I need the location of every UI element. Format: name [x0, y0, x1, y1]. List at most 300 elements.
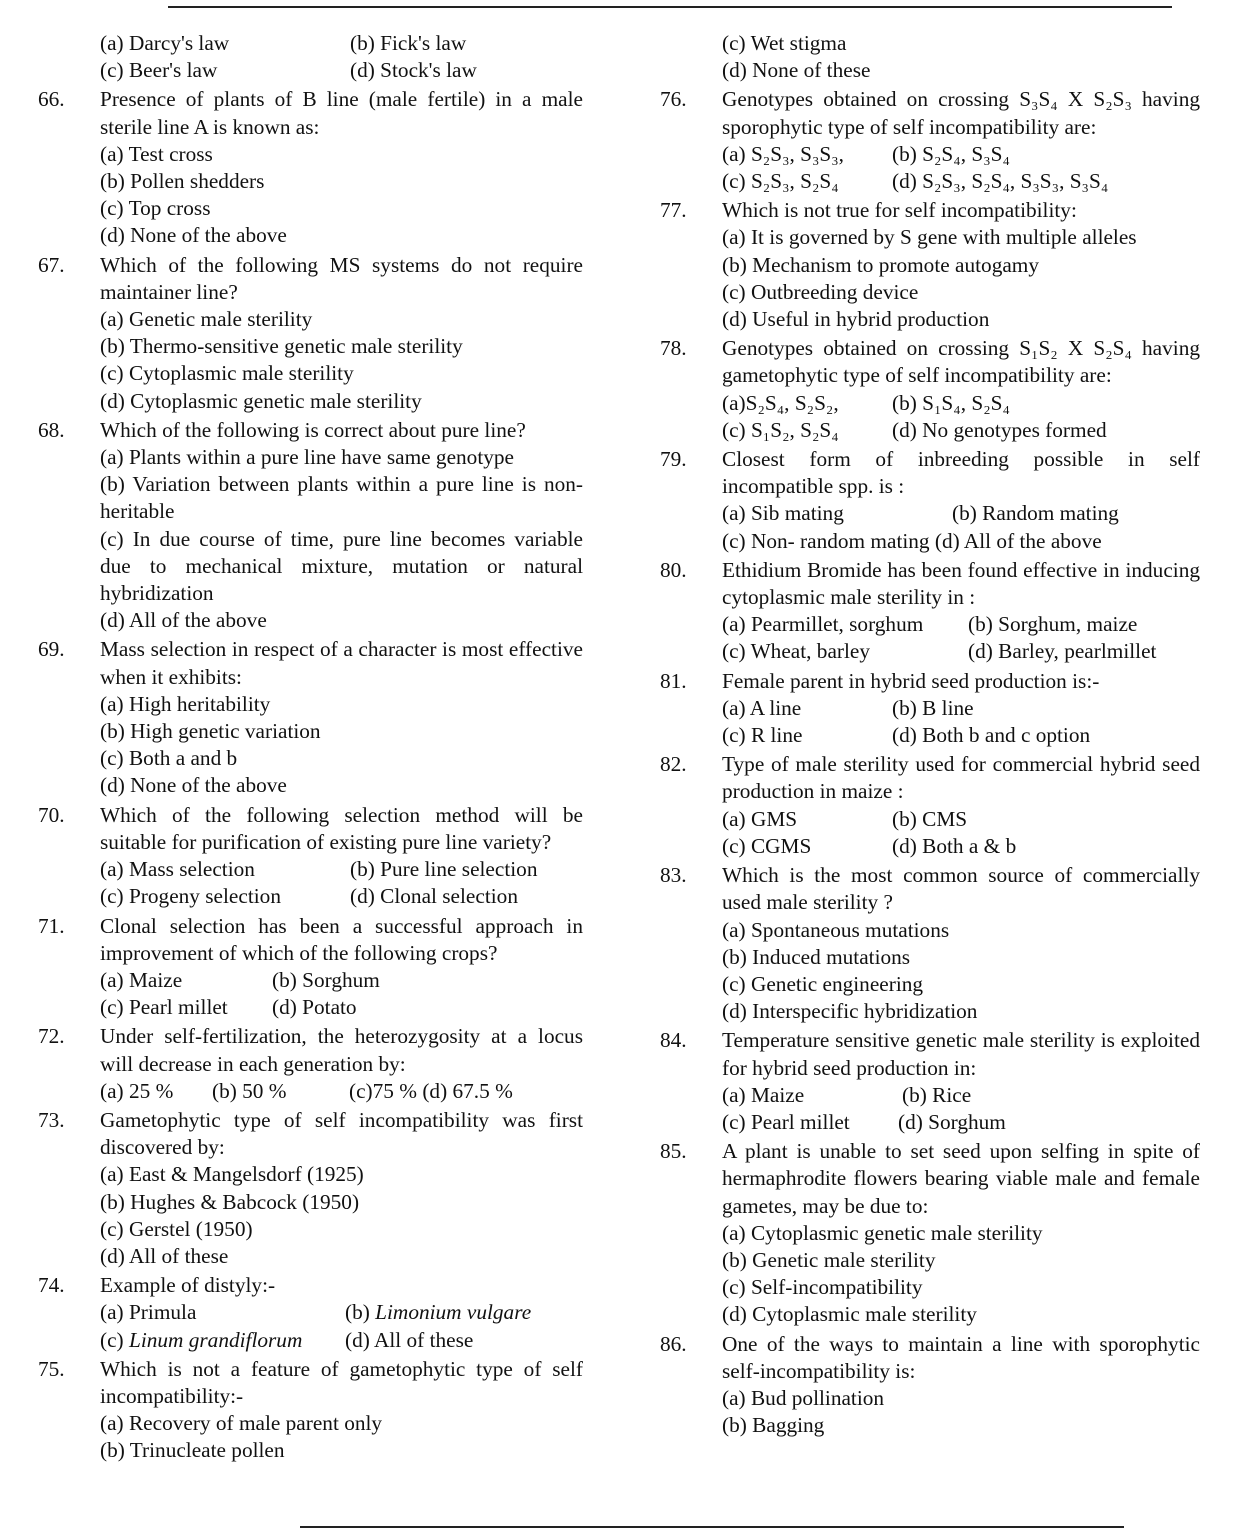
question-body	[722, 557, 1200, 666]
option-text: (a) Cytoplasmic genetic male sterility	[722, 1220, 1043, 1245]
option	[722, 722, 892, 749]
option	[892, 833, 1016, 860]
question-number: 79.	[660, 447, 687, 472]
option-row	[722, 252, 1200, 279]
question-body	[100, 417, 583, 635]
option-text: (c) S₁S₂, S₂S₄	[722, 417, 839, 442]
option	[100, 1243, 228, 1270]
question-number: 73.	[38, 1107, 65, 1132]
option-row	[722, 141, 1200, 168]
question-body	[100, 913, 583, 1022]
option-text: (a) 25 %	[100, 1078, 174, 1103]
option-row	[100, 1243, 583, 1270]
option	[722, 500, 952, 527]
option-text: (a) Pearmillet, sorghum	[722, 612, 924, 637]
question-text: Presence of plants of B line (male fertile) in a male sterile line A is known as:	[100, 87, 583, 139]
question-body	[722, 86, 1200, 195]
option	[892, 806, 967, 833]
option-text: (d) Stock's law	[350, 58, 477, 83]
question-text: Which is not a feature of gametophytic type of self incompatibility:-	[100, 1356, 583, 1408]
question-body	[100, 1023, 583, 1105]
question-block	[660, 30, 1200, 84]
question-body	[100, 1107, 583, 1270]
option-row	[722, 1109, 1200, 1136]
option	[100, 1410, 382, 1437]
question-body	[722, 30, 1200, 84]
option	[345, 1299, 531, 1326]
option-text: (d) Interspecific hybridization	[722, 999, 978, 1024]
option-row	[100, 856, 583, 883]
option	[349, 1078, 513, 1105]
option-row	[100, 691, 583, 718]
option-row	[722, 722, 1200, 749]
option-row	[100, 306, 583, 333]
question-text: Ethidium Bromide has been found effective in inducing cytoplasmic male sterility in :	[722, 557, 1200, 610]
option-row	[100, 1299, 583, 1326]
question-body	[722, 1027, 1200, 1136]
question-number: 66.	[38, 87, 65, 112]
question-block	[660, 1138, 1200, 1328]
option-text: (c)75 % (d) 67.5 %	[349, 1078, 513, 1103]
question-block	[38, 417, 583, 635]
question-block	[660, 751, 1200, 860]
option-row	[100, 333, 583, 360]
option-text: (c) In due course of time, pure line becomes variable due to mechanical mixture, mutation or natural hybridization	[100, 526, 583, 606]
option	[350, 883, 518, 910]
option-row	[100, 1437, 583, 1464]
option-row	[100, 994, 583, 1021]
option-text: (d) All of these	[100, 1243, 229, 1268]
option	[722, 390, 892, 417]
question-number: 70.	[38, 802, 65, 827]
option-row	[722, 306, 1200, 333]
option-row	[100, 607, 583, 634]
option-row	[100, 772, 583, 799]
option-text: (a) Bud pollination	[722, 1385, 885, 1410]
option-text: (d) Barley, pearlmillet	[968, 639, 1157, 664]
option-text: (d) Both a & b	[892, 833, 1017, 858]
option-text: (a) Primula	[100, 1300, 197, 1325]
option	[722, 917, 949, 944]
question-number: 76.	[660, 87, 687, 112]
option-text: (d) Both b and c option	[892, 723, 1091, 748]
option	[100, 1216, 253, 1243]
option	[100, 57, 350, 84]
option	[100, 1437, 285, 1464]
option-row	[722, 806, 1200, 833]
question-text: Which of the following is correct about pure line?	[100, 417, 526, 442]
question-block	[38, 86, 583, 249]
question-number: 77.	[660, 198, 687, 223]
option	[892, 417, 1107, 444]
question-body	[722, 197, 1200, 333]
option-text: (c) Progeny selection	[100, 884, 281, 909]
question-body	[100, 1356, 583, 1465]
option-text: (c) Wet stigma	[722, 31, 847, 55]
option	[722, 944, 910, 971]
option-text: (c) Gerstel (1950)	[100, 1216, 253, 1241]
option-text: (c) Pearl millet	[722, 1109, 850, 1134]
option	[272, 967, 380, 994]
option-row	[722, 279, 1200, 306]
question-text: Which of the following MS systems do not require maintainer line?	[100, 252, 583, 304]
option-text: (d) All of these	[345, 1327, 474, 1352]
option-text: (d) Clonal selection	[350, 884, 518, 909]
option	[722, 306, 989, 333]
option-row	[722, 695, 1200, 722]
option-text: (d) Sorghum	[898, 1109, 1006, 1134]
question-number: 80.	[660, 557, 687, 582]
option	[722, 806, 892, 833]
question-number: 75.	[38, 1356, 65, 1381]
question-block	[660, 1027, 1200, 1136]
question-number: 68.	[38, 417, 65, 442]
spacer	[660, 1439, 1200, 1441]
question-body	[722, 1331, 1200, 1440]
option	[100, 1299, 345, 1326]
option-text: (d) All of the above	[100, 608, 267, 633]
option-italic-text: Linum grandiflorum	[128, 1327, 303, 1352]
option-text: (b) Variation between plants within a pure line is non-heritable	[100, 472, 583, 524]
option-text: (c) R line	[722, 723, 803, 748]
question-block	[38, 1107, 583, 1270]
option-text: (d) None of the above	[100, 223, 287, 248]
option	[100, 168, 264, 195]
question-body	[722, 446, 1200, 555]
question-block	[38, 1272, 583, 1354]
option	[722, 833, 892, 860]
option	[345, 1327, 473, 1354]
option	[100, 1189, 359, 1216]
option	[100, 994, 272, 1021]
option-text: (c) Beer's law	[100, 58, 218, 83]
option-label: (b)	[345, 1300, 376, 1325]
question-text: Clonal selection has been a successful approach in improvement of which of the following crops?	[100, 913, 583, 965]
option-text: (b) 50 %	[212, 1078, 287, 1103]
option-row	[100, 745, 583, 772]
option-text: (d) Useful in hybrid production	[722, 307, 990, 332]
option	[722, 279, 918, 306]
question-text: Genotypes obtained on crossing S₁S₂ X S₂S₄ having gametophytic type of self incompatibility are:	[722, 336, 1200, 388]
option-text: (b) Trinucleate pollen	[100, 1438, 285, 1463]
option-row	[100, 1410, 583, 1437]
option	[100, 1327, 345, 1354]
question-number: 86.	[660, 1331, 687, 1356]
option	[722, 1082, 902, 1109]
question-text: Temperature sensitive genetic male sterility is exploited for hybrid seed production in:	[722, 1028, 1200, 1080]
option	[722, 168, 892, 195]
question-block	[660, 557, 1200, 666]
question-text: Which is the most common source of commercially used male sterility ?	[722, 863, 1200, 915]
option	[100, 745, 237, 772]
option-row	[722, 611, 1200, 638]
option-text: (b) Fick's law	[350, 31, 467, 55]
question-body	[100, 636, 583, 799]
option-row	[100, 30, 583, 57]
option-text: (c) Both a and b	[100, 746, 238, 771]
option-row	[722, 1247, 1200, 1274]
top-rule	[168, 6, 1172, 8]
option-row	[722, 971, 1200, 998]
option-row	[722, 1412, 1200, 1439]
question-body	[722, 1138, 1200, 1328]
option-text: (a) Genetic male sterility	[100, 307, 313, 332]
option	[722, 638, 968, 665]
option	[100, 141, 213, 168]
option	[722, 1109, 898, 1136]
question-block	[38, 252, 583, 415]
option-row	[100, 1161, 583, 1188]
question-block	[660, 668, 1200, 750]
question-text: Genotypes obtained on crossing S₃S₄ X S₂S₃ having sporophytic type of self incompatibility are:	[722, 87, 1200, 139]
option-text: (d) None of these	[722, 58, 871, 83]
question-block	[660, 197, 1200, 333]
option-row	[722, 833, 1200, 860]
option	[350, 57, 477, 84]
option	[100, 1161, 364, 1188]
option	[722, 1385, 884, 1412]
question-block	[38, 913, 583, 1022]
option-text: (a)S₂S₄, S₂S₂,	[722, 390, 839, 415]
question-number: 78.	[660, 336, 687, 361]
option	[100, 195, 211, 222]
right-column	[660, 30, 1200, 1441]
option-text: (d) Potato	[272, 995, 357, 1020]
option-row	[100, 1327, 583, 1354]
option	[272, 994, 357, 1021]
question-text: Gametophytic type of self incompatibility was first discovered by:	[100, 1107, 583, 1160]
option	[968, 611, 1137, 638]
option-text: (b) Random mating	[952, 501, 1119, 526]
option-text: (c) Outbreeding device	[722, 279, 919, 304]
option-row	[722, 224, 1200, 251]
option-text: (d) No genotypes formed	[892, 417, 1107, 442]
option	[100, 856, 350, 883]
option	[892, 168, 1108, 195]
option-italic-text: Limonium vulgare	[375, 1300, 532, 1325]
option-text: (b) Mechanism to promote autogamy	[722, 252, 1040, 277]
question-block	[660, 335, 1200, 444]
option-row	[100, 360, 583, 387]
spacer	[38, 1465, 583, 1467]
option-row	[722, 30, 1200, 57]
option-text: (b) Rice	[902, 1082, 972, 1107]
option-row	[722, 1274, 1200, 1301]
question-block	[38, 30, 583, 84]
option	[100, 30, 350, 57]
option	[722, 252, 1039, 279]
question-number: 81.	[660, 668, 687, 693]
option-text: (b) Sorghum	[272, 967, 380, 992]
option-row	[100, 967, 583, 994]
option-text: (a) It is governed by S gene with multiple alleles	[722, 225, 1137, 250]
question-number: 82.	[660, 752, 687, 777]
option	[100, 222, 287, 249]
option-row	[722, 417, 1200, 444]
option-row	[722, 500, 1200, 527]
option	[892, 390, 1010, 417]
question-block	[38, 802, 583, 911]
option	[722, 695, 892, 722]
option-text: (a) Plants within a pure line have same genotype	[100, 445, 514, 470]
question-number	[38, 30, 100, 84]
option	[722, 141, 892, 168]
option-text: (c) Wheat, barley	[722, 639, 871, 664]
option	[100, 772, 287, 799]
option-text: (a) Mass selection	[100, 857, 255, 882]
question-number: 84.	[660, 1028, 687, 1053]
question-block	[38, 1356, 583, 1465]
option-text: (d) S₂S₃, S₂S₄, S₃S₃, S₃S₄	[892, 169, 1109, 194]
option-text: (d) Cytoplasmic male sterility	[722, 1302, 977, 1327]
option-text: (b) Hughes & Babcock (1950)	[100, 1189, 360, 1214]
option-row	[722, 1385, 1200, 1412]
option-text: (c) Cytoplasmic male sterility	[100, 361, 354, 386]
option	[350, 856, 537, 883]
option-row	[722, 168, 1200, 195]
option-text: (b) Pure line selection	[350, 857, 538, 882]
option-text: (a) GMS	[722, 806, 798, 831]
option-text: (a) Darcy's law	[100, 31, 230, 55]
question-text: Female parent in hybrid seed production is:-	[722, 668, 1100, 693]
option-row	[722, 998, 1200, 1025]
option-row	[722, 917, 1200, 944]
option-text: (b) Sorghum, maize	[968, 612, 1138, 637]
option-text: (b) Pollen shedders	[100, 169, 265, 194]
option	[100, 718, 321, 745]
option-text: (a) A line	[722, 695, 802, 720]
option-text: (b) S₂S₄, S₃S₄	[892, 141, 1010, 166]
option-text: (b) Induced mutations	[722, 944, 911, 969]
option	[722, 1274, 923, 1301]
option-row	[100, 388, 583, 415]
option	[722, 528, 1102, 555]
option-text: (b) S₁S₄, S₂S₄	[892, 390, 1010, 415]
question-number: 69.	[38, 637, 65, 662]
option	[722, 57, 870, 84]
question-block	[660, 446, 1200, 555]
option	[100, 967, 272, 994]
question-number: 72.	[38, 1024, 65, 1049]
option	[722, 1220, 1043, 1247]
option-label: (c)	[100, 1327, 129, 1352]
option-text: (d) Cytoplasmic genetic male sterility	[100, 388, 422, 413]
option	[902, 1082, 971, 1109]
option-text: (c) Self-incompatibility	[722, 1275, 923, 1300]
option	[100, 883, 350, 910]
question-block	[660, 862, 1200, 1025]
option	[100, 607, 267, 634]
option-text: (b) Thermo-sensitive genetic male sterility	[100, 334, 463, 359]
question-body	[100, 802, 583, 911]
question-number: 67.	[38, 252, 65, 277]
option-text: (b) Genetic male sterility	[722, 1247, 936, 1272]
question-text: Under self-fertilization, the heterozygosity at a locus will decrease in each generation by:	[100, 1024, 583, 1076]
option-text: (d) None of the above	[100, 773, 287, 798]
question-text: Type of male sterility used for commercial hybrid seed production in maize :	[722, 752, 1200, 804]
option-row	[100, 1216, 583, 1243]
question-number: 71.	[38, 913, 65, 938]
option-row	[722, 1082, 1200, 1109]
option-text: (c) Top cross	[100, 196, 211, 221]
bottom-rule	[300, 1526, 1124, 1528]
option	[722, 224, 1137, 251]
option	[100, 360, 354, 387]
option-text: (a) Test cross	[100, 141, 213, 166]
option-text: (a) East & Mangelsdorf (1925)	[100, 1162, 364, 1187]
left-column	[38, 30, 583, 1467]
option-row	[100, 141, 583, 168]
option	[722, 971, 923, 998]
option-row	[100, 195, 583, 222]
question-body	[100, 1272, 583, 1354]
option	[100, 333, 463, 360]
option-row	[722, 638, 1200, 665]
question-number	[660, 30, 722, 84]
option	[898, 1109, 1006, 1136]
question-text: Which of the following selection method will be suitable for purification of existing pure line variety?	[100, 802, 583, 854]
option	[892, 695, 974, 722]
option-text: (c) Pearl millet	[100, 995, 228, 1020]
question-body	[722, 335, 1200, 444]
option	[350, 30, 466, 57]
option-text: (b) B line	[892, 695, 974, 720]
question-body	[100, 252, 583, 415]
option-row	[722, 528, 1200, 555]
option-text: (b) Bagging	[722, 1413, 825, 1438]
option	[722, 1247, 935, 1274]
question-text: Example of distyly:-	[100, 1273, 276, 1298]
option-text: (a) High heritability	[100, 691, 271, 716]
option-text: (a) S₂S₃, S₃S₃,	[722, 141, 845, 166]
question-body	[722, 862, 1200, 1025]
option-row	[722, 57, 1200, 84]
question-block	[38, 636, 583, 799]
option	[892, 141, 1010, 168]
question-body	[100, 86, 583, 249]
question-number: 83.	[660, 863, 687, 888]
option-row	[100, 57, 583, 84]
question-number: 74.	[38, 1273, 65, 1298]
option-text: (c) Genetic engineering	[722, 971, 924, 996]
option-row	[100, 1078, 583, 1105]
option	[722, 1412, 824, 1439]
question-body	[722, 668, 1200, 750]
option-text: (c) S₂S₃, S₂S₄	[722, 169, 839, 194]
option-text: (c) CGMS	[722, 833, 812, 858]
question-block	[660, 1331, 1200, 1440]
option	[722, 417, 892, 444]
option-row	[100, 883, 583, 910]
option	[722, 611, 968, 638]
option-text: (a) Maize	[722, 1082, 805, 1107]
option	[100, 1078, 212, 1105]
question-body	[100, 30, 583, 84]
question-text: Which is not true for self incompatibility:	[722, 198, 1077, 223]
option-row	[100, 444, 583, 471]
option-row	[722, 390, 1200, 417]
option	[722, 30, 846, 57]
option	[952, 500, 1119, 527]
question-block	[38, 1023, 583, 1105]
option-row	[100, 1189, 583, 1216]
option-text: (c) Non- random mating (d) All of the above	[722, 528, 1102, 553]
option	[100, 691, 270, 718]
option	[722, 998, 977, 1025]
option	[100, 306, 312, 333]
question-text: A plant is unable to set seed upon selfing in spite of hermaphrodite flowers bearing viable male and female gametes, may be due to:	[722, 1139, 1200, 1218]
option-row	[100, 222, 583, 249]
